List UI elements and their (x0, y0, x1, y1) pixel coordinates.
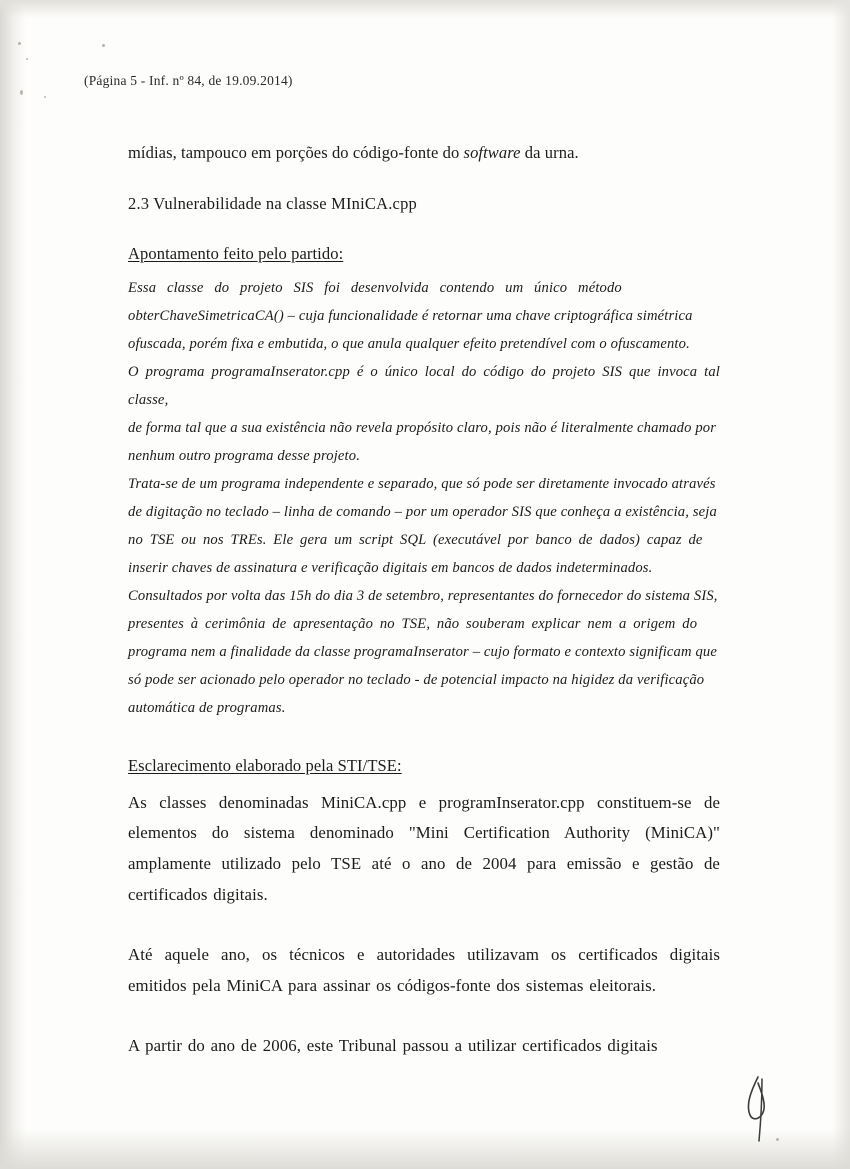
document-body (128, 140, 720, 1062)
quote-line: automática de programas. (128, 699, 286, 716)
section-heading: 2.3 Vulnerabilidade na classe MIniCA.cpp (128, 193, 417, 213)
sti-paragraph: As classes denominadas MiniCA.cpp e programInserator.cpp constituem-se de elementos do sistema denominado "Mini Certification Authority (MiniCA)" amplamente utilizado pelo TSE até o ano de 2004 para emissão e gestão de certificados digitais. (128, 792, 720, 904)
quote-line: Essa classe do projeto SIS foi desenvolvida contendo um único método (128, 279, 622, 296)
intro-paragraph: mídias, tampouco em porções do código-fonte do software da urna. (128, 143, 579, 162)
quote-line: só pode ser acionado pelo operador no teclado - de potencial impacto na higidez da verificação (128, 671, 705, 688)
quote-line: inserir chaves de assinatura e verificação digitais em bancos de dados indeterminados. (128, 559, 653, 576)
sti-clarification-label: Esclarecimento elaborado pela STI/TSE: (128, 755, 402, 775)
party-remark-quote (128, 274, 720, 722)
sti-clarification-block (128, 756, 720, 1062)
sti-paragraph: Até aquele ano, os técnicos e autoridades utilizavam os certificados digitais emitidos pela MiniCA para assinar os códigos-fonte dos sistemas eleitorais. (128, 945, 720, 995)
quote-line: nenhum outro programa desse projeto. (128, 447, 360, 464)
scan-edge-right (832, 0, 850, 1169)
page-header-note: (Página 5 - Inf. nº 84, de 19.09.2014) (84, 73, 293, 88)
scan-artifact-marks (14, 40, 134, 100)
scan-edge-bottom (0, 1129, 850, 1169)
scan-edge-top (0, 0, 850, 18)
quote-line: obterChaveSimetricaCA() – cuja funcionalidade é retornar uma chave criptográfica simétrica (128, 307, 693, 324)
sti-paragraph: A partir do ano de 2006, este Tribunal passou a utilizar certificados digitais (128, 1036, 658, 1056)
quote-line: programa nem a finalidade da classe programaInserator – cujo formato e contexto significam que (128, 643, 718, 660)
quote-line: no TSE ou nos TREs. Ele gera um script SQL (executável por banco de dados) capaz de (128, 531, 703, 548)
quote-line: ofuscada, porém fixa e embutida, o que anula qualquer efeito pretendível com o ofuscamento. (128, 335, 690, 352)
quote-line: presentes à cerimônia de apresentação no TSE, não souberam explicar nem a origem do (128, 615, 698, 632)
scan-speck (44, 96, 46, 98)
quote-line: Consultados por volta das 15h do dia 3 de setembro, representantes do fornecedor do sistema SIS, (128, 587, 718, 604)
quote-line: de forma tal que a sua existência não revela propósito claro, pois não é literalmente chamado por (128, 419, 717, 436)
quote-line: Trata-se de um programa independente e separado, que só pode ser diretamente invocado através (128, 475, 716, 492)
party-remark-label: Apontamento feito pelo partido: (128, 243, 344, 263)
handwritten-signature (728, 1075, 788, 1145)
scan-speck (776, 1138, 779, 1141)
quote-line: de digitação no teclado – linha de comando – por um operador SIS que conheça a existência, seja (128, 503, 717, 520)
scan-edge-left (0, 0, 26, 1169)
quote-line: O programa programaInserator.cpp é o único local do código do projeto SIS que invoca tal classe, (128, 363, 720, 408)
